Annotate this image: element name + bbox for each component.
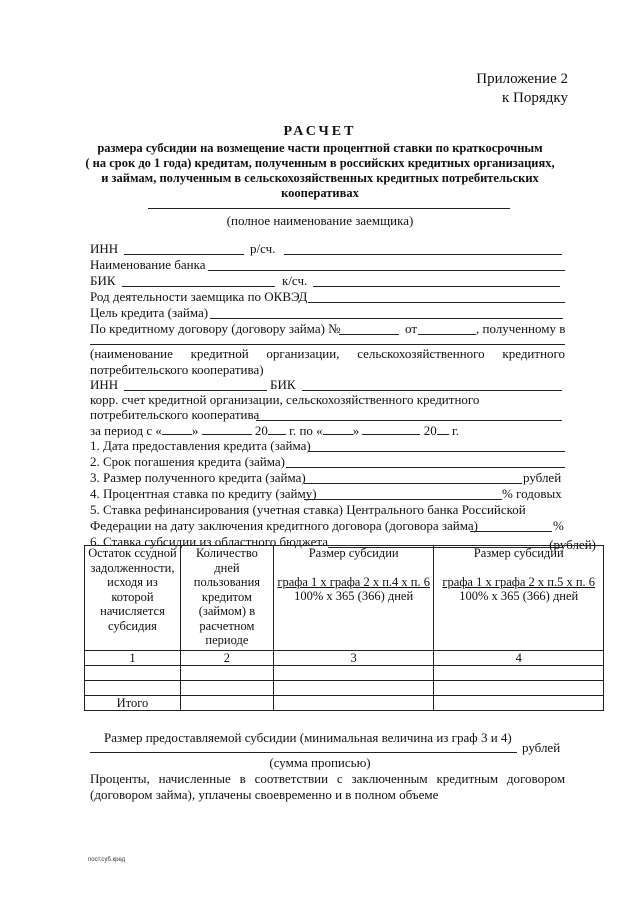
header-subsidy-col3 <box>273 546 434 651</box>
purpose-field[interactable] <box>210 318 563 319</box>
table-cell[interactable] <box>180 666 273 681</box>
subsidy-amount-field[interactable] <box>90 752 517 753</box>
period-from-month-field[interactable] <box>202 434 252 435</box>
total-cell[interactable] <box>180 696 273 711</box>
table-header-row <box>85 546 604 651</box>
header-days-used: Количество дней пользования кредитом (займом) в расчетном периоде <box>180 546 273 651</box>
table-cell[interactable] <box>434 681 604 696</box>
caption-word: сельскохозяйственного <box>357 346 485 361</box>
contract-date-label: от <box>405 321 418 336</box>
purpose-label: Цель кредита (займа) <box>90 305 209 320</box>
appendix-reference: к Порядку <box>502 90 568 106</box>
header-subsidy-title: Размер субсидии <box>473 546 564 560</box>
interest-statement-line2: (договором займа), уплачены своевременно и в полном объеме <box>90 787 439 802</box>
period-from-label: за период с « <box>90 423 162 438</box>
year-prefix: 20 <box>254 423 268 438</box>
contract-number-label: По кредитному договору (договору займа) № <box>90 321 341 336</box>
item-2-field[interactable] <box>286 467 565 468</box>
period-row <box>90 423 459 438</box>
total-row <box>85 696 604 711</box>
inn-field[interactable] <box>124 254 244 255</box>
contract-received-label: , полученному в <box>476 321 566 336</box>
total-cell[interactable] <box>434 696 604 711</box>
formula-3-denominator: 100% х 365 (366) дней <box>294 589 414 603</box>
column-number: 1 <box>85 651 181 666</box>
org-corr-account-field[interactable] <box>256 420 562 421</box>
subsidy-amount-unit: рублей <box>522 740 561 755</box>
account-label: р/сч. <box>250 241 276 256</box>
formula-4-numerator: графа 1 х графа 2 х п.5 х п. 6 <box>442 574 596 589</box>
formula-3-numerator: графа 1 х графа 2 х п.4 х п. 6 <box>277 574 430 589</box>
period-to-year-field[interactable] <box>437 434 449 435</box>
corr-account-field[interactable] <box>313 286 560 287</box>
table-row <box>85 681 604 696</box>
borrower-name-caption: (полное наименование заемщика) <box>226 213 414 228</box>
year-prefix: 20 <box>423 423 437 438</box>
document-code: пост.суб.кред <box>88 857 126 863</box>
formula-4-denominator: 100% х 365 (366) дней <box>459 589 579 603</box>
item-1-label: 1. Дата предоставления кредита (займа) <box>90 438 311 453</box>
item-5-field[interactable] <box>470 531 552 532</box>
caption-word: кредитного <box>502 346 566 361</box>
caption-word: кредитной <box>190 346 249 361</box>
total-cell[interactable] <box>273 696 434 711</box>
bik-field[interactable] <box>122 286 275 287</box>
statement-word: заключенным <box>351 771 428 786</box>
item-3-label: 3. Размер полученного кредита (займа) <box>90 470 306 485</box>
bik-label: БИК <box>90 273 116 288</box>
header-subsidy-title: Размер субсидии <box>308 546 399 560</box>
org-bik-field[interactable] <box>302 390 562 391</box>
org-bik-label: БИК <box>270 377 296 392</box>
quote: » <box>191 423 199 438</box>
interest-statement-line1 <box>90 771 565 787</box>
item-3-unit: рублей <box>523 470 562 485</box>
amount-in-words-caption: (сумма прописью) <box>269 755 371 770</box>
item-4-label: 4. Процентная ставка по кредиту (займу) <box>90 486 317 501</box>
statement-word: Проценты, <box>90 771 150 786</box>
total-label: Итого <box>85 696 181 711</box>
title-line-1: размера субсидии на возмещение части процентной ставки по краткосрочным <box>97 141 543 155</box>
credit-org-caption-line2: потребительского кооператива) <box>90 362 264 377</box>
column-number: 3 <box>273 651 434 666</box>
subsidy-size-label: Размер предоставляемой субсидии (минимальная величина из граф 3 и 4) <box>104 730 512 745</box>
item-4-field[interactable] <box>304 499 502 500</box>
header-subsidy-col4 <box>434 546 604 651</box>
corr-account-label: к/сч. <box>282 273 308 288</box>
title-line-4: кооперативах <box>281 186 359 200</box>
contract-date-field[interactable] <box>418 334 476 335</box>
quote: » <box>352 423 360 438</box>
item-6-label: 6. Ставка субсидии из областного бюджета <box>90 534 328 549</box>
period-from-day-field[interactable] <box>162 434 192 435</box>
period-to-label: г. по « <box>289 423 323 438</box>
statement-word: кредитным <box>436 771 499 786</box>
item-5-label-line1: 5. Ставка рефинансирования (учетная ставка) Центрального банка Российской <box>90 502 526 517</box>
header-loan-balance: Остаток ссудной задолженности, исходя из которой начисляется субсидия <box>85 546 181 651</box>
credit-org-caption <box>90 346 565 362</box>
statement-word: в <box>239 771 246 786</box>
credit-org-name-field[interactable] <box>90 344 565 345</box>
period-from-year-field[interactable] <box>268 434 286 435</box>
period-to-month-field[interactable] <box>362 434 420 435</box>
year-suffix: г. <box>451 423 460 438</box>
caption-word: организации, <box>266 346 340 361</box>
okved-label: Род деятельности заемщика по ОКВЭД <box>90 289 308 304</box>
borrower-name-line[interactable] <box>148 208 510 209</box>
okved-field[interactable] <box>308 302 565 303</box>
item-1-field[interactable] <box>308 451 565 452</box>
item-5-label-line2: Федерации на дату заключения кредитного договора (договора займа) <box>90 518 479 533</box>
subsidy-calculation-table <box>84 545 604 711</box>
corr-account-caption-line1: корр. счет кредитной организации, сельскохозяйственного кредитного <box>90 392 480 407</box>
org-inn-field[interactable] <box>124 390 267 391</box>
item-4-unit: % годовых <box>502 486 562 501</box>
bank-name-field[interactable] <box>208 270 565 271</box>
statement-word: договором <box>506 771 566 786</box>
table-cell[interactable] <box>180 681 273 696</box>
caption-word: (наименование <box>90 346 173 361</box>
bank-name-label: Наименование банка <box>90 257 206 272</box>
item-5-unit: % <box>553 518 564 533</box>
title-line-2: ( на срок до 1 года) кредитам, полученным в российских кредитных организациях, <box>85 156 555 170</box>
table-cell[interactable] <box>273 681 434 696</box>
table-cell[interactable] <box>273 666 434 681</box>
contract-number-field[interactable] <box>339 334 399 335</box>
appendix-number: Приложение 2 <box>476 71 568 87</box>
org-inn-label: ИНН <box>90 377 119 392</box>
table-cell[interactable] <box>434 666 604 681</box>
currency-note: (рублей) <box>549 537 596 552</box>
account-field[interactable] <box>284 254 562 255</box>
item-2-label: 2. Срок погашения кредита (займа) <box>90 454 285 469</box>
table-row <box>85 666 604 681</box>
column-number: 2 <box>180 651 273 666</box>
statement-word: с <box>336 771 343 786</box>
corr-account-caption-line2: потребительского кооператива <box>90 407 260 422</box>
statement-word: соответствии <box>254 771 329 786</box>
table-cell[interactable] <box>85 666 181 681</box>
table-cell[interactable] <box>85 681 181 696</box>
period-to-day-field[interactable] <box>323 434 353 435</box>
document-title: РАСЧЕТ <box>283 124 357 139</box>
column-number-row <box>85 651 604 666</box>
statement-word: начисленные <box>158 771 231 786</box>
item-3-field[interactable] <box>304 483 522 484</box>
title-line-3: и займам, полученным в сельскохозяйственных кредитных потребительских <box>101 171 539 185</box>
column-number: 4 <box>434 651 604 666</box>
inn-label: ИНН <box>90 241 119 256</box>
